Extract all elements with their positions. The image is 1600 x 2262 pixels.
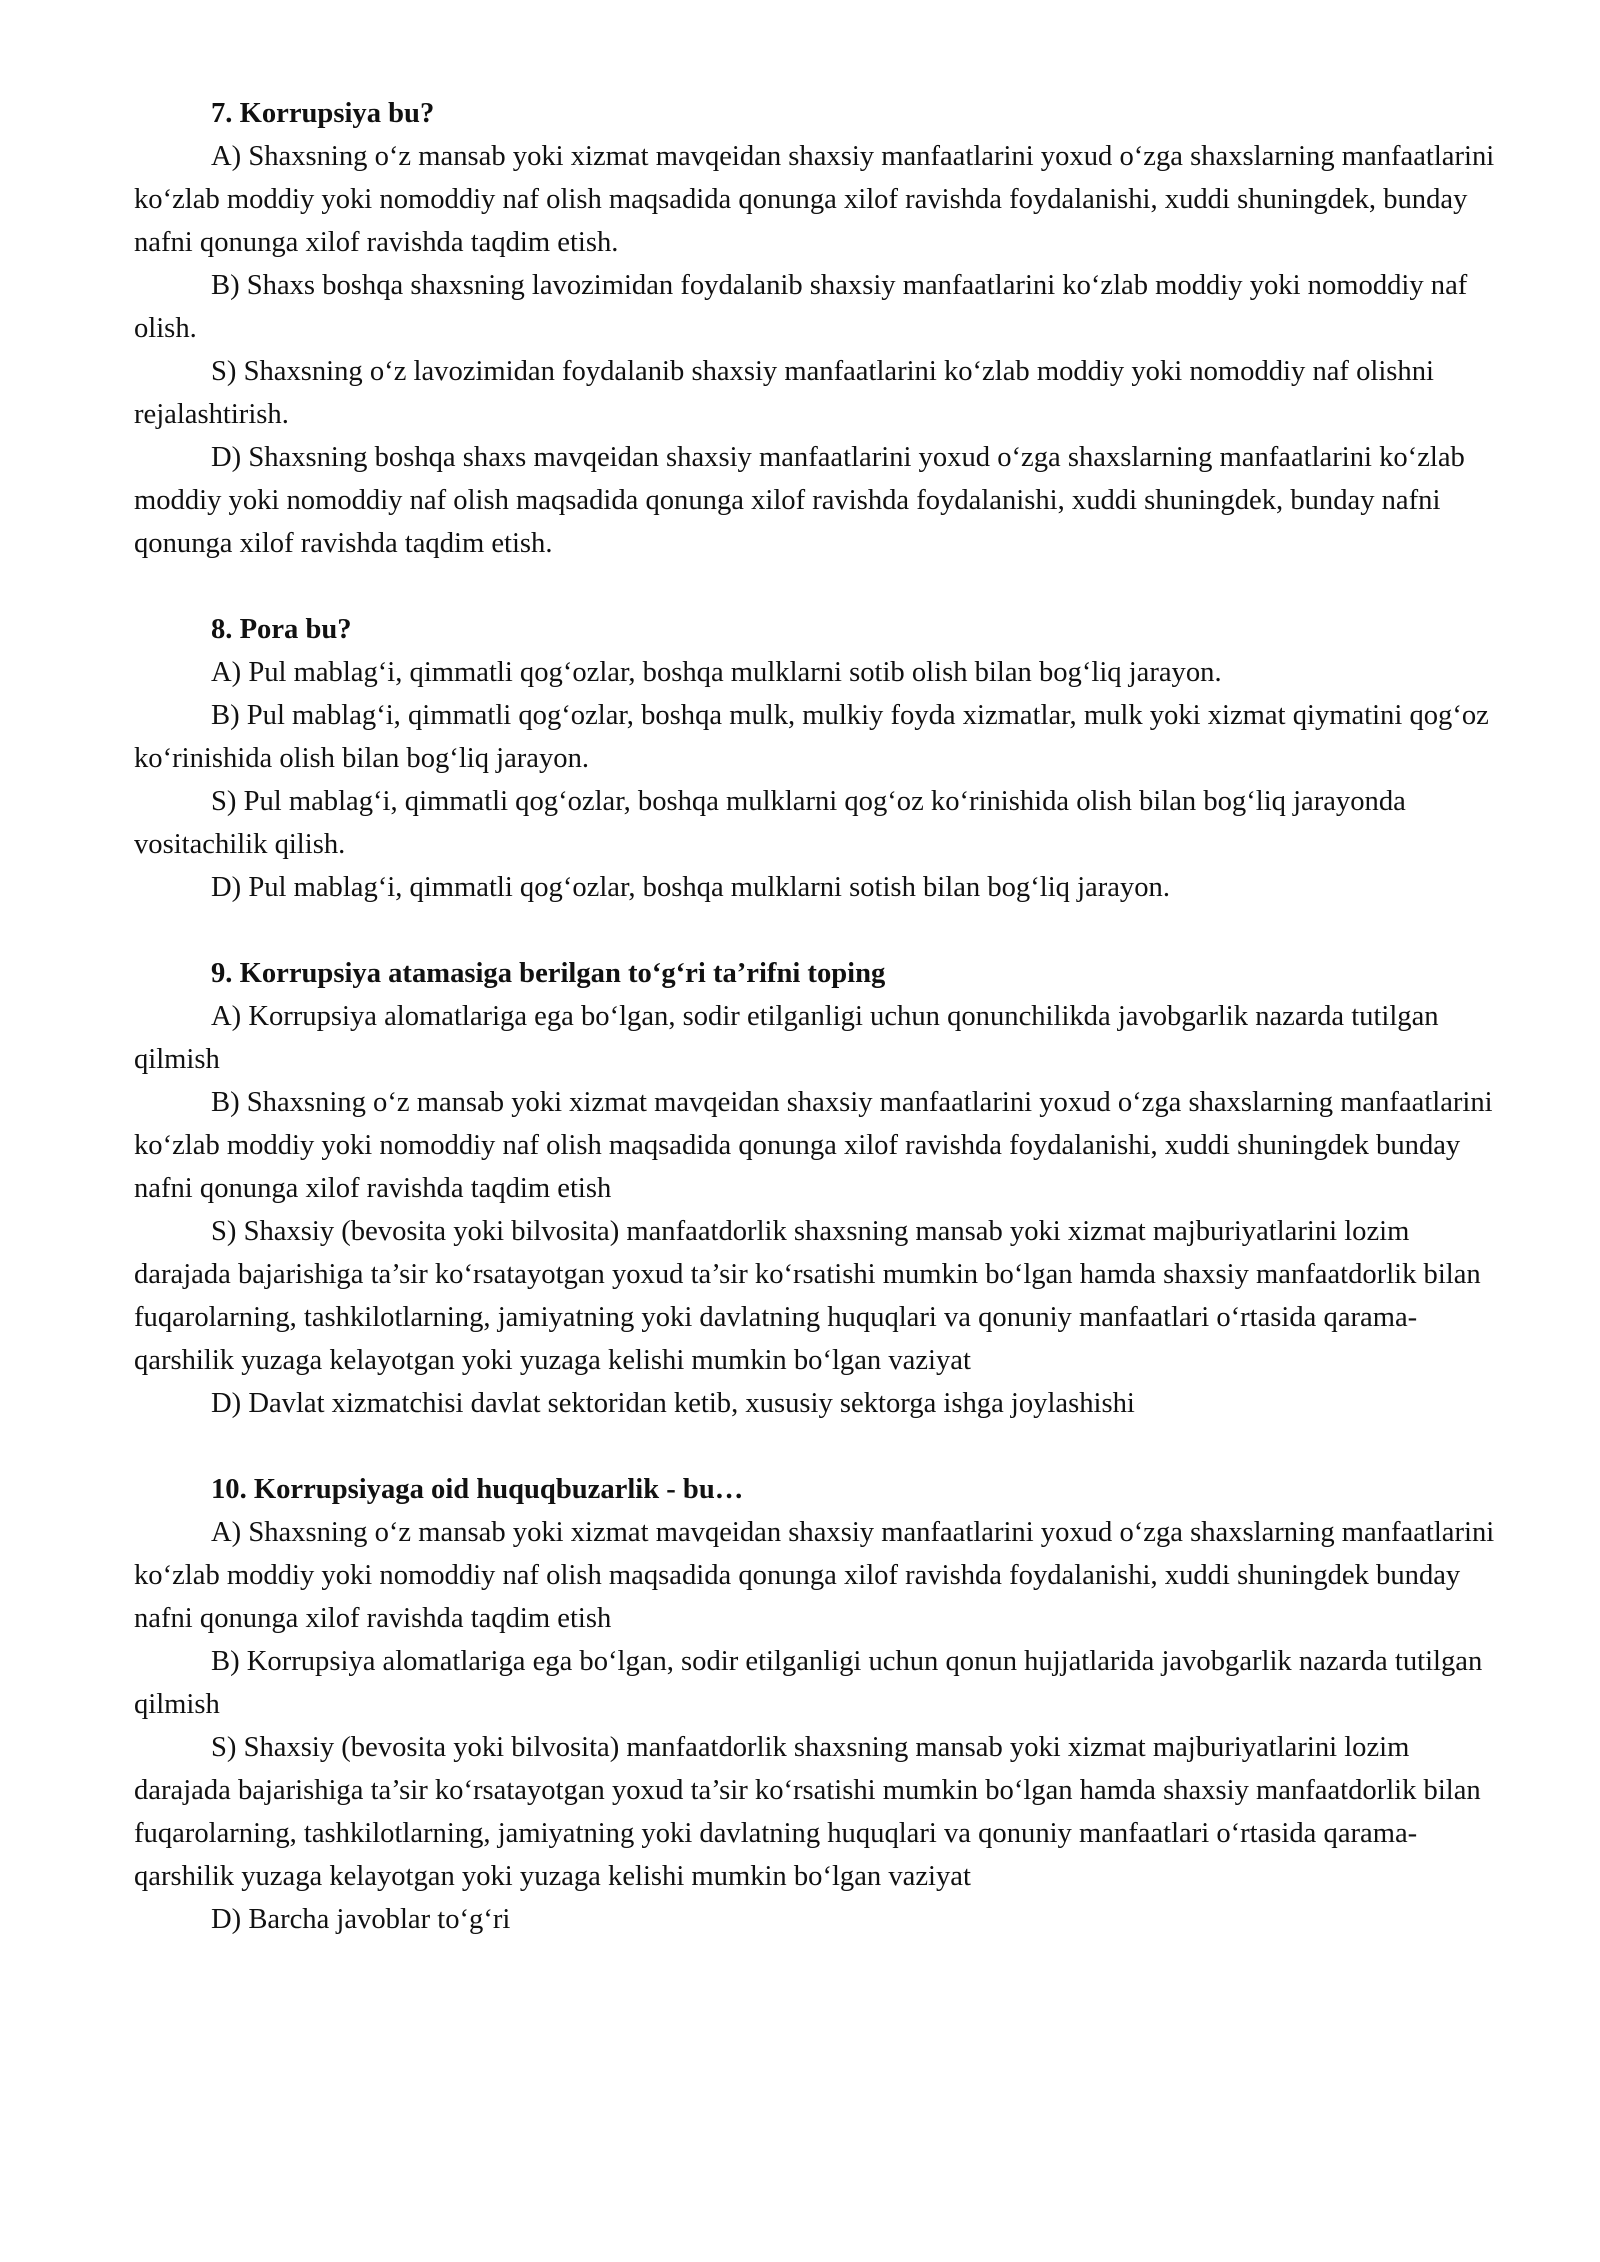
- option-a: A) Shaxsning o‘z mansab yoki xizmat mavqeidan shaxsiy manfaatlarini yoxud o‘zga shaxslarning manfaatlarini ko‘zlab moddiy yoki nomoddiy naf olish maqsadida qonunga xilof ravishda foydalanishi, xuddi shuningdek bunday nafni qonunga xilof ravishda taqdim etish: [134, 1517, 1495, 1634]
- question-title: 7. Korrupsiya bu?: [211, 98, 435, 129]
- option-d: D) Barcha javoblar to‘g‘ri: [211, 1904, 511, 1935]
- option-d: D) Shaxsning boshqa shaxs mavqeidan shaxsiy manfaatlarini yoxud o‘zga shaxslarning manfaatlarini ko‘zlab moddiy yoki nomoddiy naf olish maqsadida qonunga xilof ravishda foydalanishi, xuddi shuningdek, bunday nafni qonunga xilof ravishda taqdim etish.: [134, 442, 1465, 559]
- question-8: [134, 608, 1496, 909]
- question-title: 9. Korrupsiya atamasiga berilgan to‘g‘ri ta’rifni toping: [211, 958, 886, 989]
- option-s: S) Shaxsning o‘z lavozimidan foydalanib shaxsiy manfaatlarini ko‘zlab moddiy yoki nomoddiy naf olishni rejalashtirish.: [134, 356, 1434, 430]
- option-a: A) Shaxsning o‘z mansab yoki xizmat mavqeidan shaxsiy manfaatlarini yoxud o‘zga shaxslarning manfaatlarini ko‘zlab moddiy yoki nomoddiy naf olish maqsadida qonunga xilof ravishda foydalanishi, xuddi shuningdek, bunday nafni qonunga xilof ravishda taqdim etish.: [134, 141, 1495, 258]
- question-title: 10. Korrupsiyaga oid huquqbuzarlik - bu…: [211, 1474, 744, 1505]
- question-9: [134, 952, 1496, 1425]
- option-d: D) Pul mablag‘i, qimmatli qog‘ozlar, boshqa mulklarni sotish bilan bog‘liq jarayon.: [211, 872, 1170, 903]
- option-s: S) Shaxsiy (bevosita yoki bilvosita) manfaatdorlik shaxsning mansab yoki xizmat majburiyatlarini lozim darajada bajarishiga ta’sir ko‘rsatayotgan yoxud ta’sir ko‘rsatishi mumkin bo‘lgan hamda shaxsiy manfaatdorlik bilan fuqarolarning, tashkilotlarning, jamiyatning yoki davlatning huquqlari va qonuniy manfaatlari o‘rtasida qarama-qarshilik yuzaga kelayotgan yoki yuzaga kelishi mumkin bo‘lgan vaziyat: [134, 1732, 1481, 1892]
- option-a: A) Korrupsiya alomatlariga ega bo‘lgan, sodir etilganligi uchun qonunchilikda javobgarlik nazarda tutilgan qilmish: [134, 1001, 1439, 1075]
- question-10: [134, 1468, 1496, 1941]
- question-7: [134, 92, 1496, 565]
- option-b: B) Shaxsning o‘z mansab yoki xizmat mavqeidan shaxsiy manfaatlarini yoxud o‘zga shaxslarning manfaatlarini ko‘zlab moddiy yoki nomoddiy naf olish maqsadida qonunga xilof ravishda foydalanishi, xuddi shuningdek bunday nafni qonunga xilof ravishda taqdim etish: [134, 1087, 1493, 1204]
- option-b: B) Pul mablag‘i, qimmatli qog‘ozlar, boshqa mulk, mulkiy foyda xizmatlar, mulk yoki xizmat qiymatini qog‘oz ko‘rinishida olish bilan bog‘liq jarayon.: [134, 700, 1489, 774]
- question-title: 8. Pora bu?: [211, 614, 352, 645]
- option-b: B) Korrupsiya alomatlariga ega bo‘lgan, sodir etilganligi uchun qonun hujjatlarida javobgarlik nazarda tutilgan qilmish: [134, 1646, 1483, 1720]
- option-s: S) Shaxsiy (bevosita yoki bilvosita) manfaatdorlik shaxsning mansab yoki xizmat majburiyatlarini lozim darajada bajarishiga ta’sir ko‘rsatayotgan yoxud ta’sir ko‘rsatishi mumkin bo‘lgan hamda shaxsiy manfaatdorlik bilan fuqarolarning, tashkilotlarning, jamiyatning yoki davlatning huquqlari va qonuniy manfaatlari o‘rtasida qarama-qarshilik yuzaga kelayotgan yoki yuzaga kelishi mumkin bo‘lgan vaziyat: [134, 1216, 1481, 1376]
- option-s: S) Pul mablag‘i, qimmatli qog‘ozlar, boshqa mulklarni qog‘oz ko‘rinishida olish bilan bog‘liq jarayonda vositachilik qilish.: [134, 786, 1406, 860]
- option-d: D) Davlat xizmatchisi davlat sektoridan ketib, xususiy sektorga ishga joylashishi: [211, 1388, 1135, 1419]
- option-a: A) Pul mablag‘i, qimmatli qog‘ozlar, boshqa mulklarni sotib olish bilan bog‘liq jarayon.: [211, 657, 1222, 688]
- option-b: B) Shaxs boshqa shaxsning lavozimidan foydalanib shaxsiy manfaatlarini ko‘zlab moddiy yoki nomoddiy naf olish.: [134, 270, 1468, 344]
